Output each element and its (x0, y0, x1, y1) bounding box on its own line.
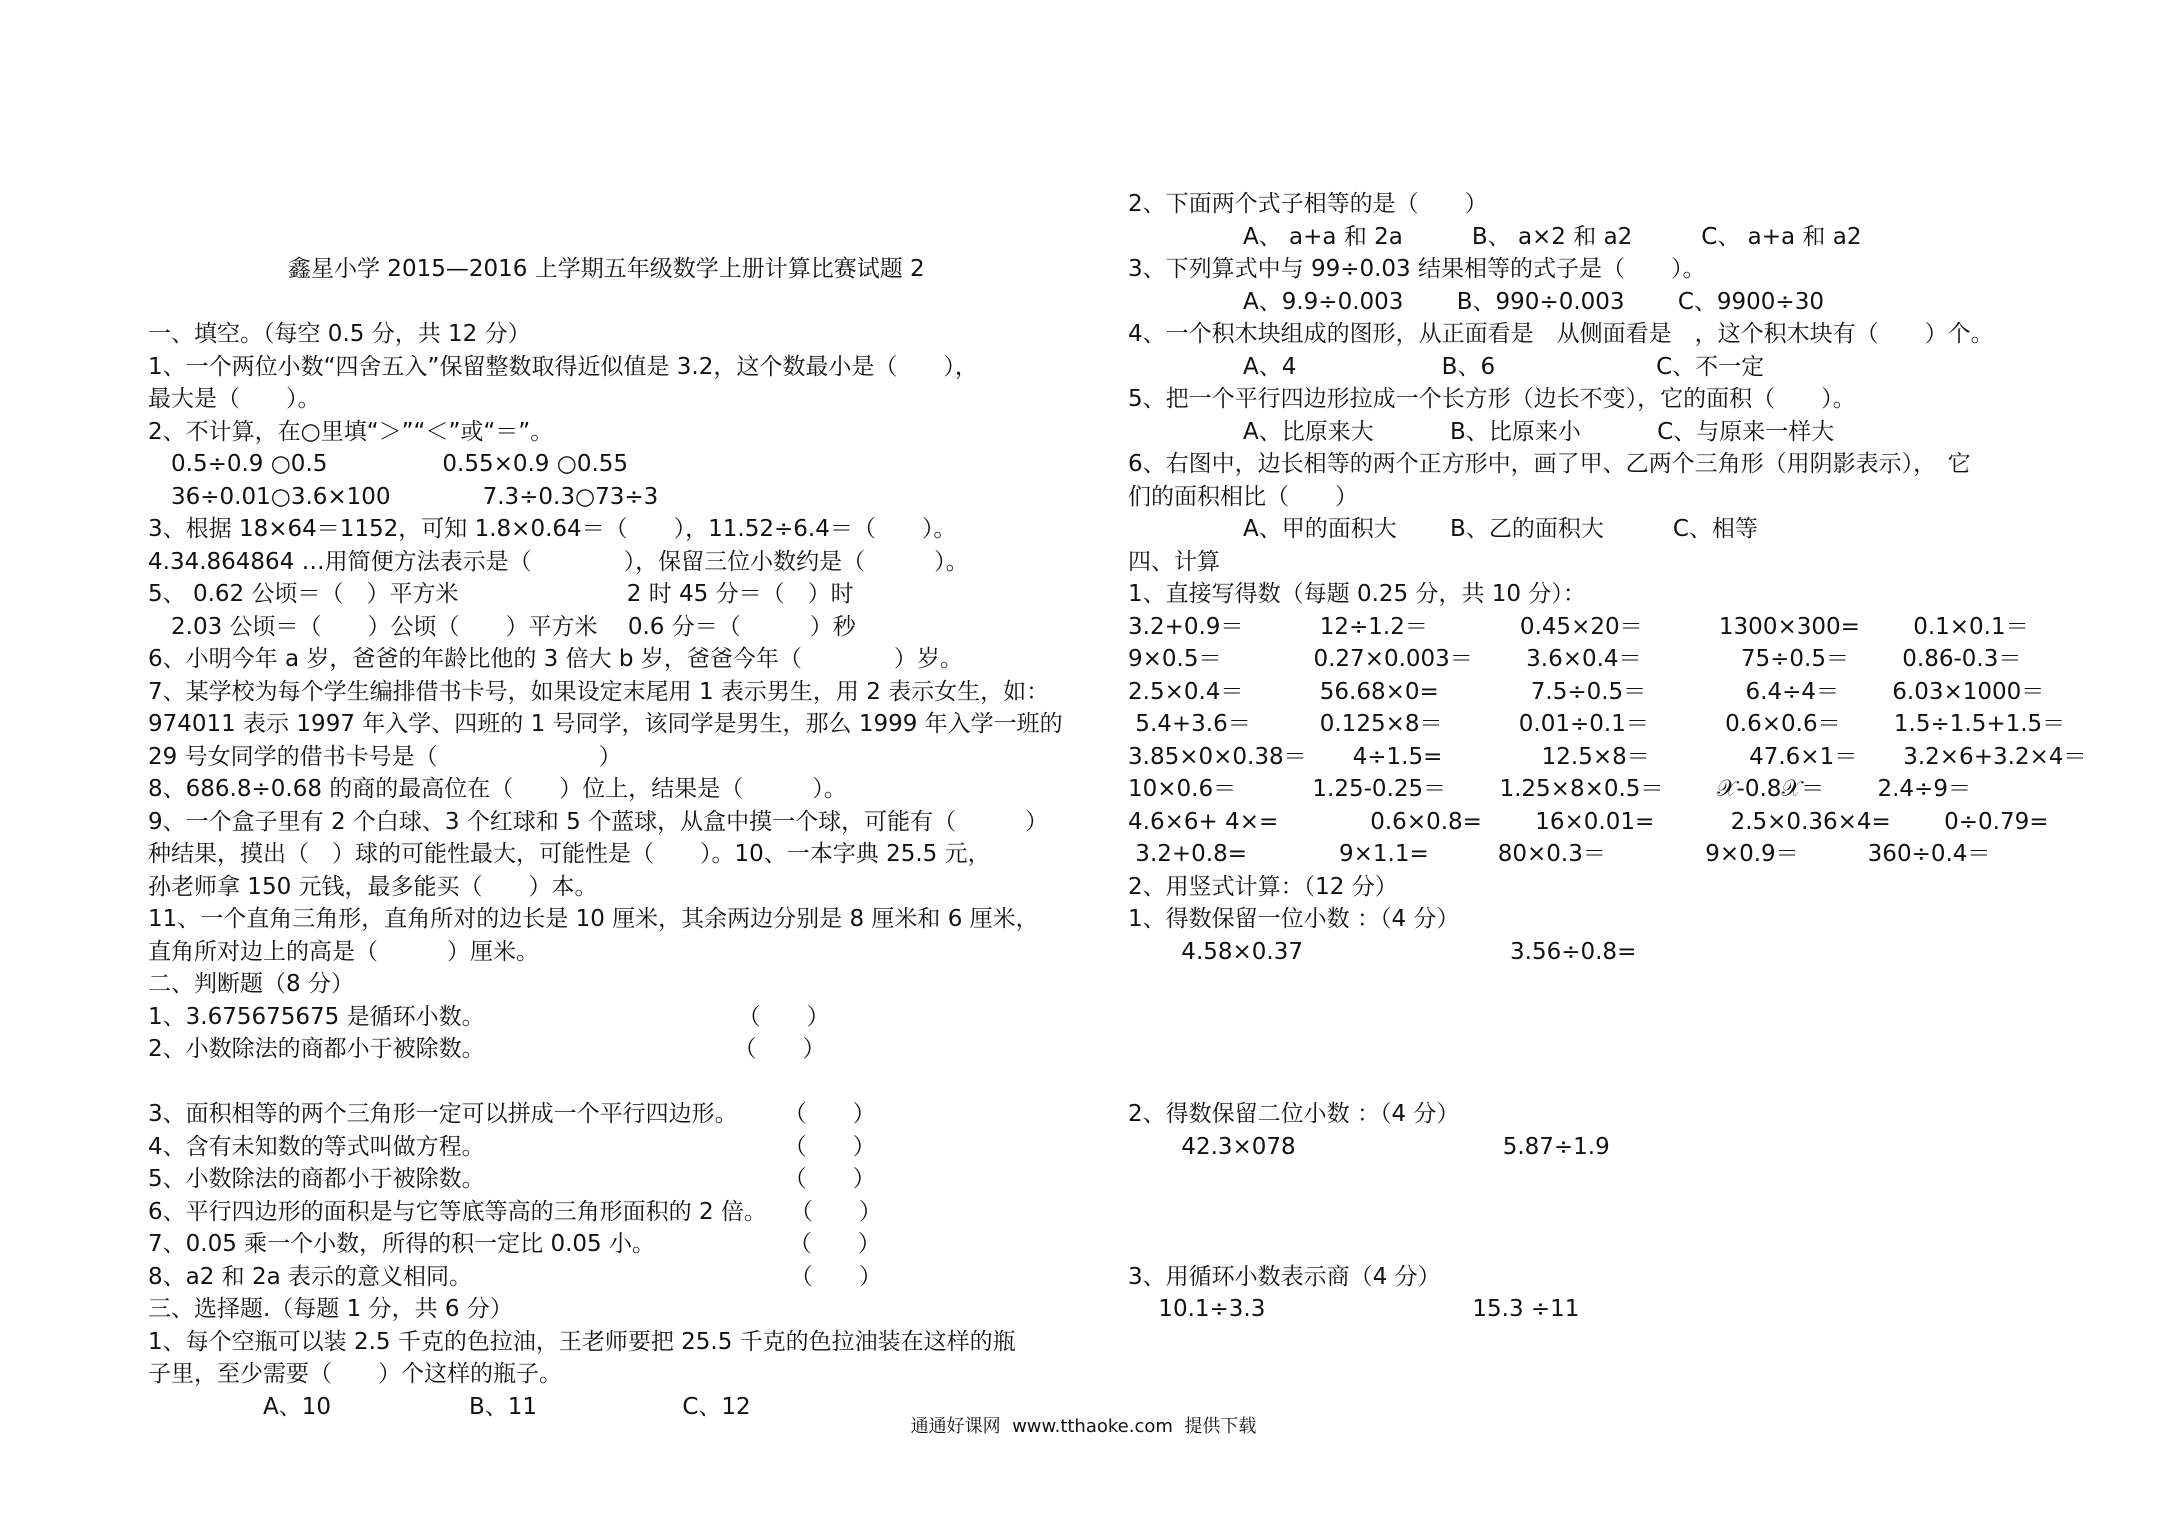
left-line: 6、平行四边形的面积是与它等底等高的三角形面积的 2 倍。 （ ） (148, 1198, 882, 1225)
right-line: 1、得数保留一位小数 ：（4 分） (1128, 906, 1460, 932)
left-line: 36÷0.01○3.6×100 7.3÷0.3○73÷3 (148, 483, 659, 510)
right-line: 1、直接写得数（每题 0.25 分，共 10 分）： (1128, 581, 1586, 607)
exam-title: 鑫星小学 2015—2016 上学期五年级数学上册计算比赛试题 2 (288, 256, 925, 282)
left-line: 1、3.675675675 是循环小数。 （ ） (148, 1003, 830, 1030)
left-line: 2.03 公顷＝（ ）公顷（ ）平方米 0.6 分＝（ ）秒 (148, 613, 856, 640)
right-line: A、比原来大 B、比原来小 C、与原来一样大 (1128, 418, 1835, 445)
left-line: 2、小数除法的商都小于被除数。 （ ） (148, 1036, 826, 1062)
left-line: 直角所对边上的高是（ ）厘米。 (148, 938, 539, 965)
right-line: 四、计算 (1128, 548, 1220, 575)
left-line: 子里，至少需要（ ）个这样的瓶子。 (148, 1361, 562, 1387)
right-line: 5、把一个平行四边形拉成一个长方形（边长不变），它的面积（ ）。 (1128, 386, 1856, 412)
right-line (1128, 1033, 2128, 1066)
left-line: 7、0.05 乘一个小数，所得的积一定比 0.05 小。 （ ） (148, 1231, 881, 1257)
right-line (1128, 1066, 2128, 1099)
left-line: 8、a2 和 2a 表示的意义相同。 （ ） (148, 1263, 882, 1290)
left-line: A、10 B、11 C、12 (148, 1393, 751, 1420)
right-column (1128, 188, 2128, 1326)
left-line: 974011 表示 1997 年入学、四班的 1 号同学，该同学是男生，那么 1999 年入学一班的 (148, 711, 1063, 737)
right-line: 3.85×0×0.38＝ 4÷1.5= 12.5×8＝ 47.6×1＝ 3.2×6+3.2×4＝ (1128, 743, 2087, 770)
left-line: 5、小数除法的商都小于被除数。 （ ） (148, 1166, 876, 1192)
left-line: 孙老师拿 150 元钱，最多能买（ ）本。 (148, 873, 598, 900)
left-line: 4、含有未知数的等式叫做方程。 （ ） (148, 1133, 876, 1160)
left-line: 1、每个空瓶可以装 2.5 千克的色拉油，王老师要把 25.5 千克的色拉油装在这样的瓶 (148, 1328, 1016, 1355)
left-line: 5、 0.62 公顷＝（ ）平方米 2 时 45 分＝（ ）时 (148, 581, 854, 607)
right-line: 3、用循环小数表示商（4 分） (1128, 1263, 1441, 1290)
left-line: 3、根据 18×64＝1152，可知 1.8×0.64＝（ ），11.52÷6.4＝（ ）。 (148, 516, 957, 542)
right-line: 6、右图中，边长相等的两个正方形中，画了甲、乙两个三角形（用阴影表示）， 它 (1128, 451, 1971, 477)
left-line: 二、判断题（8 分） (148, 971, 354, 997)
left-line: 8、686.8÷0.68 的商的最高位在（ ）位上，结果是（ ）。 (148, 776, 847, 802)
left-line: 0.5÷0.9 ○0.5 0.55×0.9 ○0.55 (148, 451, 629, 477)
footer-watermark: 通通好课网 www.tthaoke.com 提供下载 (910, 1416, 1257, 1437)
right-line: A、 a+a 和 2a B、 a×2 和 a2 C、 a+a 和 a2 (1128, 223, 1862, 250)
right-line: 3.2+0.8= 9×1.1= 80×0.3＝ 9×0.9＝ 360÷0.4＝ (1128, 841, 1991, 867)
right-line: 9×0.5＝ 0.27×0.003＝ 3.6×0.4＝ 75÷0.5＝ 0.86-0.3＝ (1128, 646, 2022, 672)
left-line: 2、不计算，在○里填“＞”“＜”或“＝”。 (148, 418, 554, 445)
left-column (148, 188, 1088, 1423)
left-line: 29 号女同学的借书卡号是（ ） (148, 743, 622, 770)
right-line: 2.5×0.4＝ 56.68×0= 7.5÷0.5＝ 6.4÷4＝ 6.03×1000＝ (1128, 678, 2045, 705)
left-line: 最大是（ ）。 (148, 386, 321, 412)
right-line (1128, 1196, 2128, 1229)
right-line: 4、一个积木块组成的图形，从正面看是 从侧面看是 ，这个积木块有（ ）个。 (1128, 321, 1994, 347)
left-line: 6、小明今年 a 岁，爸爸的年龄比他的 3 倍大 b 岁，爸爸今年（ ）岁。 (148, 646, 963, 672)
right-line (1128, 1001, 2128, 1034)
right-line: A、4 B、6 C、不一定 (1128, 353, 1765, 380)
left-line: 9、一个盒子里有 2 个白球、3 个红球和 5 个蓝球，从盒中摸一个球，可能有（ ） (148, 808, 1049, 835)
right-line (1128, 1228, 2128, 1261)
left-line: 7、某学校为每个学生编排借书卡号，如果设定末尾用 1 表示男生，用 2 表示女生，如： (148, 678, 1050, 705)
left-line: 11、一个直角三角形，直角所对的边长是 10 厘米，其余两边分别是 8 厘米和 6 厘米， (148, 906, 1039, 932)
right-line: 4.6×6+ 4×= 0.6×0.8= 16×0.01= 2.5×0.36×4= 0÷0.79= (1128, 808, 2049, 835)
right-line: 10×0.6＝ 1.25-0.25＝ 1.25×8×0.5＝ 𝒳-0.8𝒳＝ 2.4÷9＝ (1128, 776, 1971, 802)
right-line: 42.3×078 5.87÷1.9 (1128, 1133, 1610, 1160)
left-line: 一、填空。（每空 0.5 分，共 12 分） (148, 321, 531, 347)
right-line: 10.1÷3.3 15.3 ÷11 (1128, 1296, 1580, 1322)
right-line (1128, 968, 2128, 1001)
left-line: 3、面积相等的两个三角形一定可以拼成一个平行四边形。 （ ） (148, 1101, 876, 1127)
right-line: 们的面积相比（ ） (1128, 483, 1358, 510)
right-line: A、9.9÷0.003 B、990÷0.003 C、9900÷30 (1128, 288, 1824, 315)
right-line: 4.58×0.37 3.56÷0.8= (1128, 938, 1637, 965)
left-line: 种结果，摸出（ ）球的可能性最大，可能性是（ ）。10、一本字典 25.5 元， (148, 841, 991, 867)
right-line (1128, 1163, 2128, 1196)
right-line: 2、得数保留二位小数 ：（4 分） (1128, 1101, 1460, 1127)
left-line: 三、选择题.（每题 1 分，共 6 分） (148, 1296, 513, 1322)
right-line: A、甲的面积大 B、乙的面积大 C、相等 (1128, 516, 1758, 542)
left-line (148, 1066, 1088, 1099)
left-line: 1、一个两位小数“四舍五入”保留整数取得近似值是 3.2，这个数最小是（ ）， (148, 353, 978, 380)
left-line: 4.34.864864 …用简便方法表示是（ ），保留三位小数约是（ ）。 (148, 548, 969, 575)
right-line: 3、下列算式中与 99÷0.03 结果相等的式子是（ ）。 (1128, 256, 1706, 282)
right-line: 2、下面两个式子相等的是（ ） (1128, 191, 1488, 217)
right-line: 2、用竖式计算：（12 分） (1128, 873, 1398, 900)
right-line: 3.2+0.9＝ 12÷1.2＝ 0.45×20＝ 1300×300= 0.1×0.1＝ (1128, 613, 2029, 640)
right-line: 5.4+3.6＝ 0.125×8＝ 0.01÷0.1＝ 0.6×0.6＝ 1.5÷1.5+1.5＝ (1128, 711, 2066, 737)
